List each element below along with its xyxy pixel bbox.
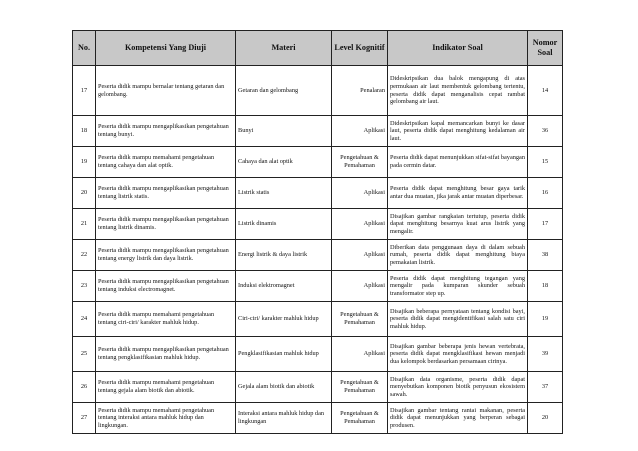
cell-nomor: 16 xyxy=(528,178,563,209)
cell-materi: Listrik dinamis xyxy=(236,209,332,240)
cell-nomor: 36 xyxy=(528,116,563,147)
cell-indikator: Disajikan gambar tentang rantai makanan, peserta didik dapat menunjukkan yang berperan sebagai produsen. xyxy=(388,403,528,434)
cell-nomor: 20 xyxy=(528,403,563,434)
cell-nomor: 38 xyxy=(528,240,563,271)
cell-materi: Ciri-ciri/ karakter mahluk hidup xyxy=(236,302,332,337)
cell-no: 23 xyxy=(73,271,96,302)
cell-kompetensi: Peserta didik mampu mengaplikasikan pengetahuan tentang listrik statis. xyxy=(96,178,236,209)
cell-nomor: 17 xyxy=(528,209,563,240)
cell-no: 21 xyxy=(73,209,96,240)
cell-no: 26 xyxy=(73,372,96,403)
cell-nomor: 19 xyxy=(528,302,563,337)
cell-level: Pengetahuan & Pemahaman xyxy=(332,302,388,337)
cell-kompetensi: Peserta didik mampu bernalar tentang getaran dan gelombang. xyxy=(96,66,236,116)
cell-nomor: 14 xyxy=(528,66,563,116)
cell-level: Aplikasi xyxy=(332,116,388,147)
cell-materi: Gejala alam biotik dan abiotik xyxy=(236,372,332,403)
cell-level: Pengetahuan & Pemahaman xyxy=(332,403,388,434)
table-row xyxy=(73,116,563,147)
cell-nomor: 37 xyxy=(528,372,563,403)
cell-indikator: Disajikan data organisme, peserta didik dapat menyebutkan komponen biotik penyusun ekosistem sawah. xyxy=(388,372,528,403)
cell-materi: Interaksi antara mahluk hidup dan lingkungan xyxy=(236,403,332,434)
cell-materi: Cahaya dan alat optik xyxy=(236,147,332,178)
cell-materi: Induksi elektromagnet xyxy=(236,271,332,302)
cell-level: Aplikasi xyxy=(332,337,388,372)
cell-no: 22 xyxy=(73,240,96,271)
cell-indikator: Disajikan gambar rangkaian tertutup, peserta didik dapat menghitung besarnya kuat arus listrik yang mengalir. xyxy=(388,209,528,240)
table-row xyxy=(73,178,563,209)
kisi-kisi-table xyxy=(72,30,563,434)
cell-no: 18 xyxy=(73,116,96,147)
cell-indikator: Dideskripsikan kapal memancarkan bunyi ke dasar laut, peserta didik dapat menghitung kedalaman air laut. xyxy=(388,116,528,147)
cell-materi: Energi listrik & daya listrik xyxy=(236,240,332,271)
cell-kompetensi: Peserta didik mampu mengaplikasikan pengetahuan tentang bunyi. xyxy=(96,116,236,147)
cell-kompetensi: Peserta didik mampu memahami pengetahuan tentang cahaya dan alat optik. xyxy=(96,147,236,178)
table-row xyxy=(73,302,563,337)
cell-no: 19 xyxy=(73,147,96,178)
cell-nomor: 39 xyxy=(528,337,563,372)
cell-kompetensi: Peserta didik mampu mengaplikasikan pengetahuan tentang listrik dinamis. xyxy=(96,209,236,240)
cell-materi: Getaran dan gelombang xyxy=(236,66,332,116)
table-row xyxy=(73,66,563,116)
cell-level: Aplikasi xyxy=(332,209,388,240)
cell-materi: Bunyi xyxy=(236,116,332,147)
cell-no: 24 xyxy=(73,302,96,337)
cell-level: Pengetahuan & Pemahaman xyxy=(332,147,388,178)
table-row xyxy=(73,209,563,240)
cell-kompetensi: Peserta didik mampu mengaplikasikan pengetahuan tentang induksi electromagnet. xyxy=(96,271,236,302)
cell-no: 20 xyxy=(73,178,96,209)
cell-indikator: Peserta didik dapat menghitung tegangan yang mengalir pada kumparan skunder sebuah transformator step up. xyxy=(388,271,528,302)
cell-no: 27 xyxy=(73,403,96,434)
header-kompetensi: Kompetensi Yang Diuji xyxy=(96,31,236,66)
header-level: Level Kognitif xyxy=(332,31,388,66)
cell-indikator: Disajikan beberapa pernyataan tentang kondisi bayi, peserta didik dapat mengidentifikasi salah satu ciri mahluk hidup. xyxy=(388,302,528,337)
header-indikator: Indikator Soal xyxy=(388,31,528,66)
cell-kompetensi: Peserta didik mampu mengaplikasikan pengetahuan tentang pengklasifikasian mahluk hidup. xyxy=(96,337,236,372)
cell-kompetensi: Peserta didik mampu memahami pengetahuan tentang ciri-ciri/ karakter mahluk hidup. xyxy=(96,302,236,337)
cell-level: Pengetahuan & Pemahaman xyxy=(332,372,388,403)
table-row xyxy=(73,403,563,434)
cell-no: 17 xyxy=(73,66,96,116)
header-no: No. xyxy=(73,31,96,66)
cell-indikator: Diberikan data penggunaan daya di dalam sebuah rumah, peserta didik dapat menghitung biaya pemakaian listrik. xyxy=(388,240,528,271)
cell-no: 25 xyxy=(73,337,96,372)
cell-indikator: Disajikan gambar beberapa jenis hewan vertebrata, peserta didik dapat mengklasifikasi hewan menjadi dua kelompok berdasarkan persamaan cirinya. xyxy=(388,337,528,372)
cell-level: Aplikasi xyxy=(332,271,388,302)
table-row xyxy=(73,240,563,271)
cell-kompetensi: Peserta didik mampu memahami pengetahuan tentang gejala alam biotik dan abiotik. xyxy=(96,372,236,403)
cell-indikator: Dideskripsikan dua balok mengapung di atas permukaan air laut membentuk gelombang tertentu, peserta didik dapat menganalisis cepat rambat gelombang air laut. xyxy=(388,66,528,116)
cell-kompetensi: Peserta didik mampu mengaplikasikan pengetahuan tentang energy listrik dan daya listrik. xyxy=(96,240,236,271)
cell-materi: Pengklasifikasian mahluk hidup xyxy=(236,337,332,372)
cell-materi: Listrik statis xyxy=(236,178,332,209)
cell-indikator: Peserta didik dapat menghitung besar gaya tarik antar dua muatan, jika jarak antar muatan diperbesar. xyxy=(388,178,528,209)
table-row xyxy=(73,337,563,372)
table-row xyxy=(73,147,563,178)
cell-level: Penalaran xyxy=(332,66,388,116)
header-nomor: Nomor Soal xyxy=(528,31,563,66)
cell-indikator: Peserta didik dapat menunjukkan sifat-sifat bayangan pada cermin datar. xyxy=(388,147,528,178)
cell-level: Aplikasi xyxy=(332,178,388,209)
cell-kompetensi: Peserta didik mampu memahami pengetahuan tentang interaksi antara mahluk hidup dan lingkungan. xyxy=(96,403,236,434)
cell-level: Aplikasi xyxy=(332,240,388,271)
header-materi: Materi xyxy=(236,31,332,66)
table-header-row xyxy=(73,31,563,66)
cell-nomor: 18 xyxy=(528,271,563,302)
cell-nomor: 15 xyxy=(528,147,563,178)
table-row xyxy=(73,372,563,403)
table-row xyxy=(73,271,563,302)
